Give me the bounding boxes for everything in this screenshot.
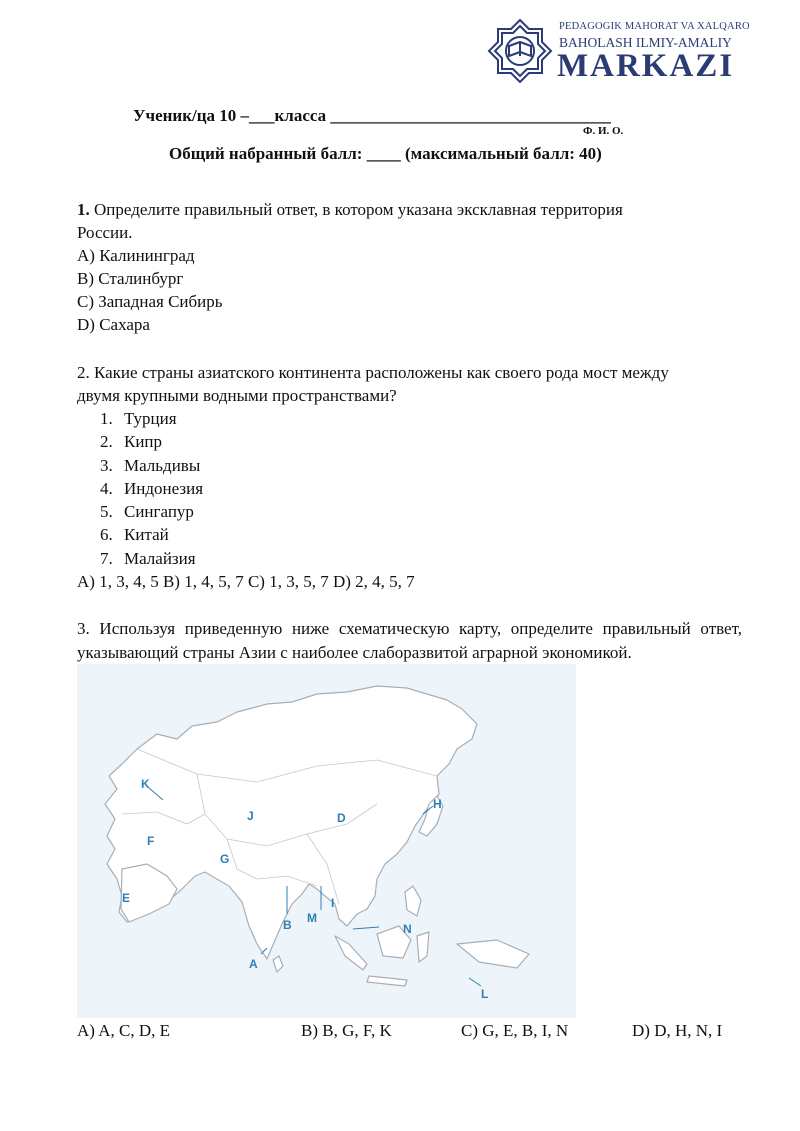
q1-text: Определите правильный ответ, в котором указана эксклавная территория <box>89 200 623 219</box>
list-item: 4. Индонезия <box>100 478 204 498</box>
map-label-a: A <box>249 957 258 971</box>
score-line: Общий набранный балл: ____ (максимальный балл: 40) <box>169 144 602 163</box>
q3-option-b: B) B, G, F, K <box>301 1021 392 1040</box>
fio-caption: Ф. И. О. <box>583 125 624 137</box>
map-label-k: K <box>141 777 150 791</box>
q1-option-d: D) Сахара <box>77 315 150 334</box>
list-item: 2. Кипр <box>100 432 163 452</box>
map-label-n: N <box>403 922 412 936</box>
map-label-j: J <box>247 809 254 823</box>
list-item: 5. Сингапур <box>100 502 194 522</box>
list-item: 7. Малайзия <box>100 548 196 568</box>
logo-line-1: PEDAGOGIK MAHORAT VA XALQARO <box>559 21 750 32</box>
asia-schematic-map <box>77 664 576 1018</box>
q1-option-c: C) Западная Сибирь <box>77 292 223 311</box>
map-label-b: B <box>283 918 292 932</box>
q3-option-a: A) A, C, D, E <box>77 1021 171 1040</box>
q1-text-line2: России. <box>77 223 133 242</box>
list-item: 6. Китай <box>100 525 169 545</box>
organization-logo <box>487 18 757 90</box>
q2-text-line2: двумя крупными водными пространствами? <box>77 386 397 405</box>
map-label-e: E <box>122 891 131 905</box>
q1-option-b: B) Сталинбург <box>77 269 184 288</box>
map-label-i: I <box>331 896 335 910</box>
q3-text: 3. Используя приведенную ниже схематическую карту, определите правильный ответ, указывающий страны Азии с наиболее слаборазвитой аграрной экономикой. <box>77 619 742 662</box>
q3-option-d: D) D, H, N, I <box>632 1021 723 1040</box>
map-label-h: H <box>433 797 442 811</box>
q2-country-list <box>100 407 203 570</box>
map-label-f: F <box>147 834 155 848</box>
emblem-icon <box>487 18 553 84</box>
q1-number: 1. <box>77 200 90 219</box>
q1-text-line1 <box>77 198 623 222</box>
student-line: Ученик/ца 10 –___класса _________________________________ <box>133 106 611 125</box>
map-label-d: D <box>337 811 346 825</box>
q3-option-c: C) G, E, B, I, N <box>461 1021 569 1040</box>
logo-line-3: MARKAZI <box>557 48 735 84</box>
q1-option-a: A) Калининград <box>77 246 195 265</box>
map-label-g: G <box>220 852 230 866</box>
logo-line-2: BAHOLASH ILMIY-AMALIY <box>559 35 732 50</box>
map-label-l: L <box>481 987 489 1001</box>
q2-answers: A) 1, 3, 4, 5 B) 1, 4, 5, 7 C) 1, 3, 5, 7 D) 2, 4, 5, 7 <box>77 572 415 591</box>
list-item: 3. Мальдивы <box>100 455 201 475</box>
map-label-m: M <box>307 911 317 925</box>
list-item: 1. Турция <box>100 409 177 428</box>
q2-text-line1: 2. Какие страны азиатского континента расположены как своего рода мост между <box>77 363 669 382</box>
